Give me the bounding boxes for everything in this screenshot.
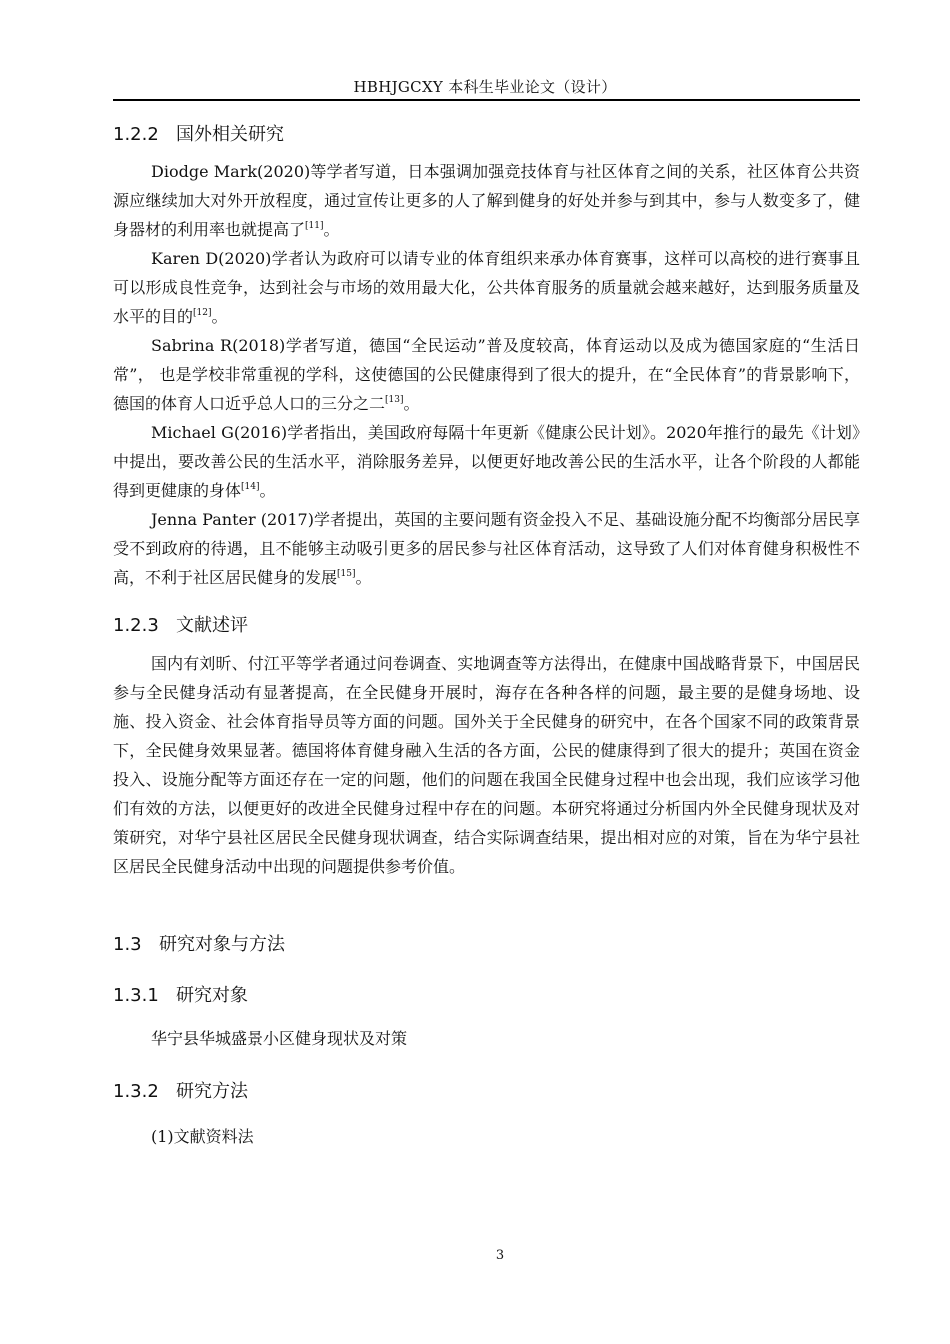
section-heading-1-3 xyxy=(113,930,285,956)
page-number: 3 xyxy=(495,1248,505,1263)
section-title: 国外相关研究 xyxy=(176,124,284,145)
paragraph-michael-g: Michael G(2016)学者指出，美国政府每隔十年更新《健康公民计划》。2020年推行的最先《计划》中提出，要改善公民的生活水平，消除服务差异，以便更好地改善公民的生活水平，让各个阶段的人都能得到更健康的身体[14]。 xyxy=(113,423,860,500)
section-heading-1-3-1 xyxy=(113,981,248,1007)
paragraph-literature-review: 国内有刘昕、付江平等学者通过问卷调查、实地调查等方法得出，在健康中国战略背景下，中国居民参与全民健身活动有显著提高，在全民健身开展时，海存在各种各样的问题，最主要的是健身场地、设施、投入资金、社会体育指导员等方面的问题。国外关于全民健身的研究中，在各个国家不同的政策背景下，全民健身效果显著。德国将体育健身融入生活的各方面，公民的健康得到了很大的提升；英国在资金投入、设施分配等方面还存在一定的问题，他们的问题在我国全民健身过程中也会出现，我们应该学习他们有效的方法，以便更好的改进全民健身过程中存在的问题。本研究将通过分析国内外全民健身现状及对策研究，对华宁县社区居民全民健身现状调查，结合实际调查结果，提出相对应的对策，旨在为华宁县社区居民全民健身活动中出现的问题提供参考价值。 xyxy=(113,654,860,876)
section-number: 1.3 xyxy=(113,934,142,955)
section-number: 1.3.2 xyxy=(113,1081,159,1102)
section-title: 文献述评 xyxy=(176,615,248,636)
citation: [12] xyxy=(193,308,212,318)
section-title: 研究方法 xyxy=(176,1081,248,1102)
research-object-text: 华宁县华城盛景小区健身现状及对策 xyxy=(151,1029,408,1048)
section-heading-1-2-3 xyxy=(113,611,248,637)
paragraph-karen-d: Karen D(2020)学者认为政府可以请专业的体育组织来承办体育赛事，这样可以高校的进行赛事且可以形成良性竞争，达到社会与市场的效用最大化，公共体育服务的质量就会越来越好，达到服务质量及水平的目的[12]。 xyxy=(113,249,860,326)
citation: [14] xyxy=(241,482,260,492)
section-number: 1.2.3 xyxy=(113,615,159,636)
header-rule xyxy=(113,99,860,101)
paragraph-jenna-panter: Jenna Panter (2017)学者提出，英国的主要问题有资金投入不足、基础设施分配不均衡部分居民享受不到政府的待遇，且不能够主动吸引更多的居民参与社区体育活动，这导致了人们对体育健身积极性不高，不利于社区居民健身的发展[15]。 xyxy=(113,510,860,587)
section-title: 研究对象 xyxy=(176,985,248,1006)
paragraph-diodge-mark: Diodge Mark(2020)等学者写道，日本强调加强竞技体育与社区体育之间的关系，社区体育公共资源应继续加大对外开放程度，通过宣传让更多的人了解到健身的好处并参与到其中，参与人数变多了，健身器材的利用率也就提高了[11]。 xyxy=(113,162,860,239)
section-title: 研究对象与方法 xyxy=(159,934,285,955)
research-method-item: (1)文献资料法 xyxy=(151,1127,254,1146)
section-heading-1-3-2 xyxy=(113,1077,248,1103)
section-number: 1.2.2 xyxy=(113,124,159,145)
section-number: 1.3.1 xyxy=(113,985,159,1006)
citation: [13] xyxy=(385,395,404,405)
citation: [11] xyxy=(305,221,324,231)
citation: [15] xyxy=(337,569,356,579)
section-heading-1-2-2 xyxy=(113,120,284,146)
paragraph-sabrina-r: Sabrina R(2018)学者写道，德国“全民运动”普及度较高，体育运动以及成为德国家庭的“生活日常”， 也是学校非常重视的学科，这使德国的公民健康得到了很大的提升，在“全民体育”的背景影响下，德国的体育人口近乎总人口的三分之二[13]。 xyxy=(113,336,860,413)
header-title: HBHJGCXY 本科生毕业论文（设计） xyxy=(353,78,617,96)
